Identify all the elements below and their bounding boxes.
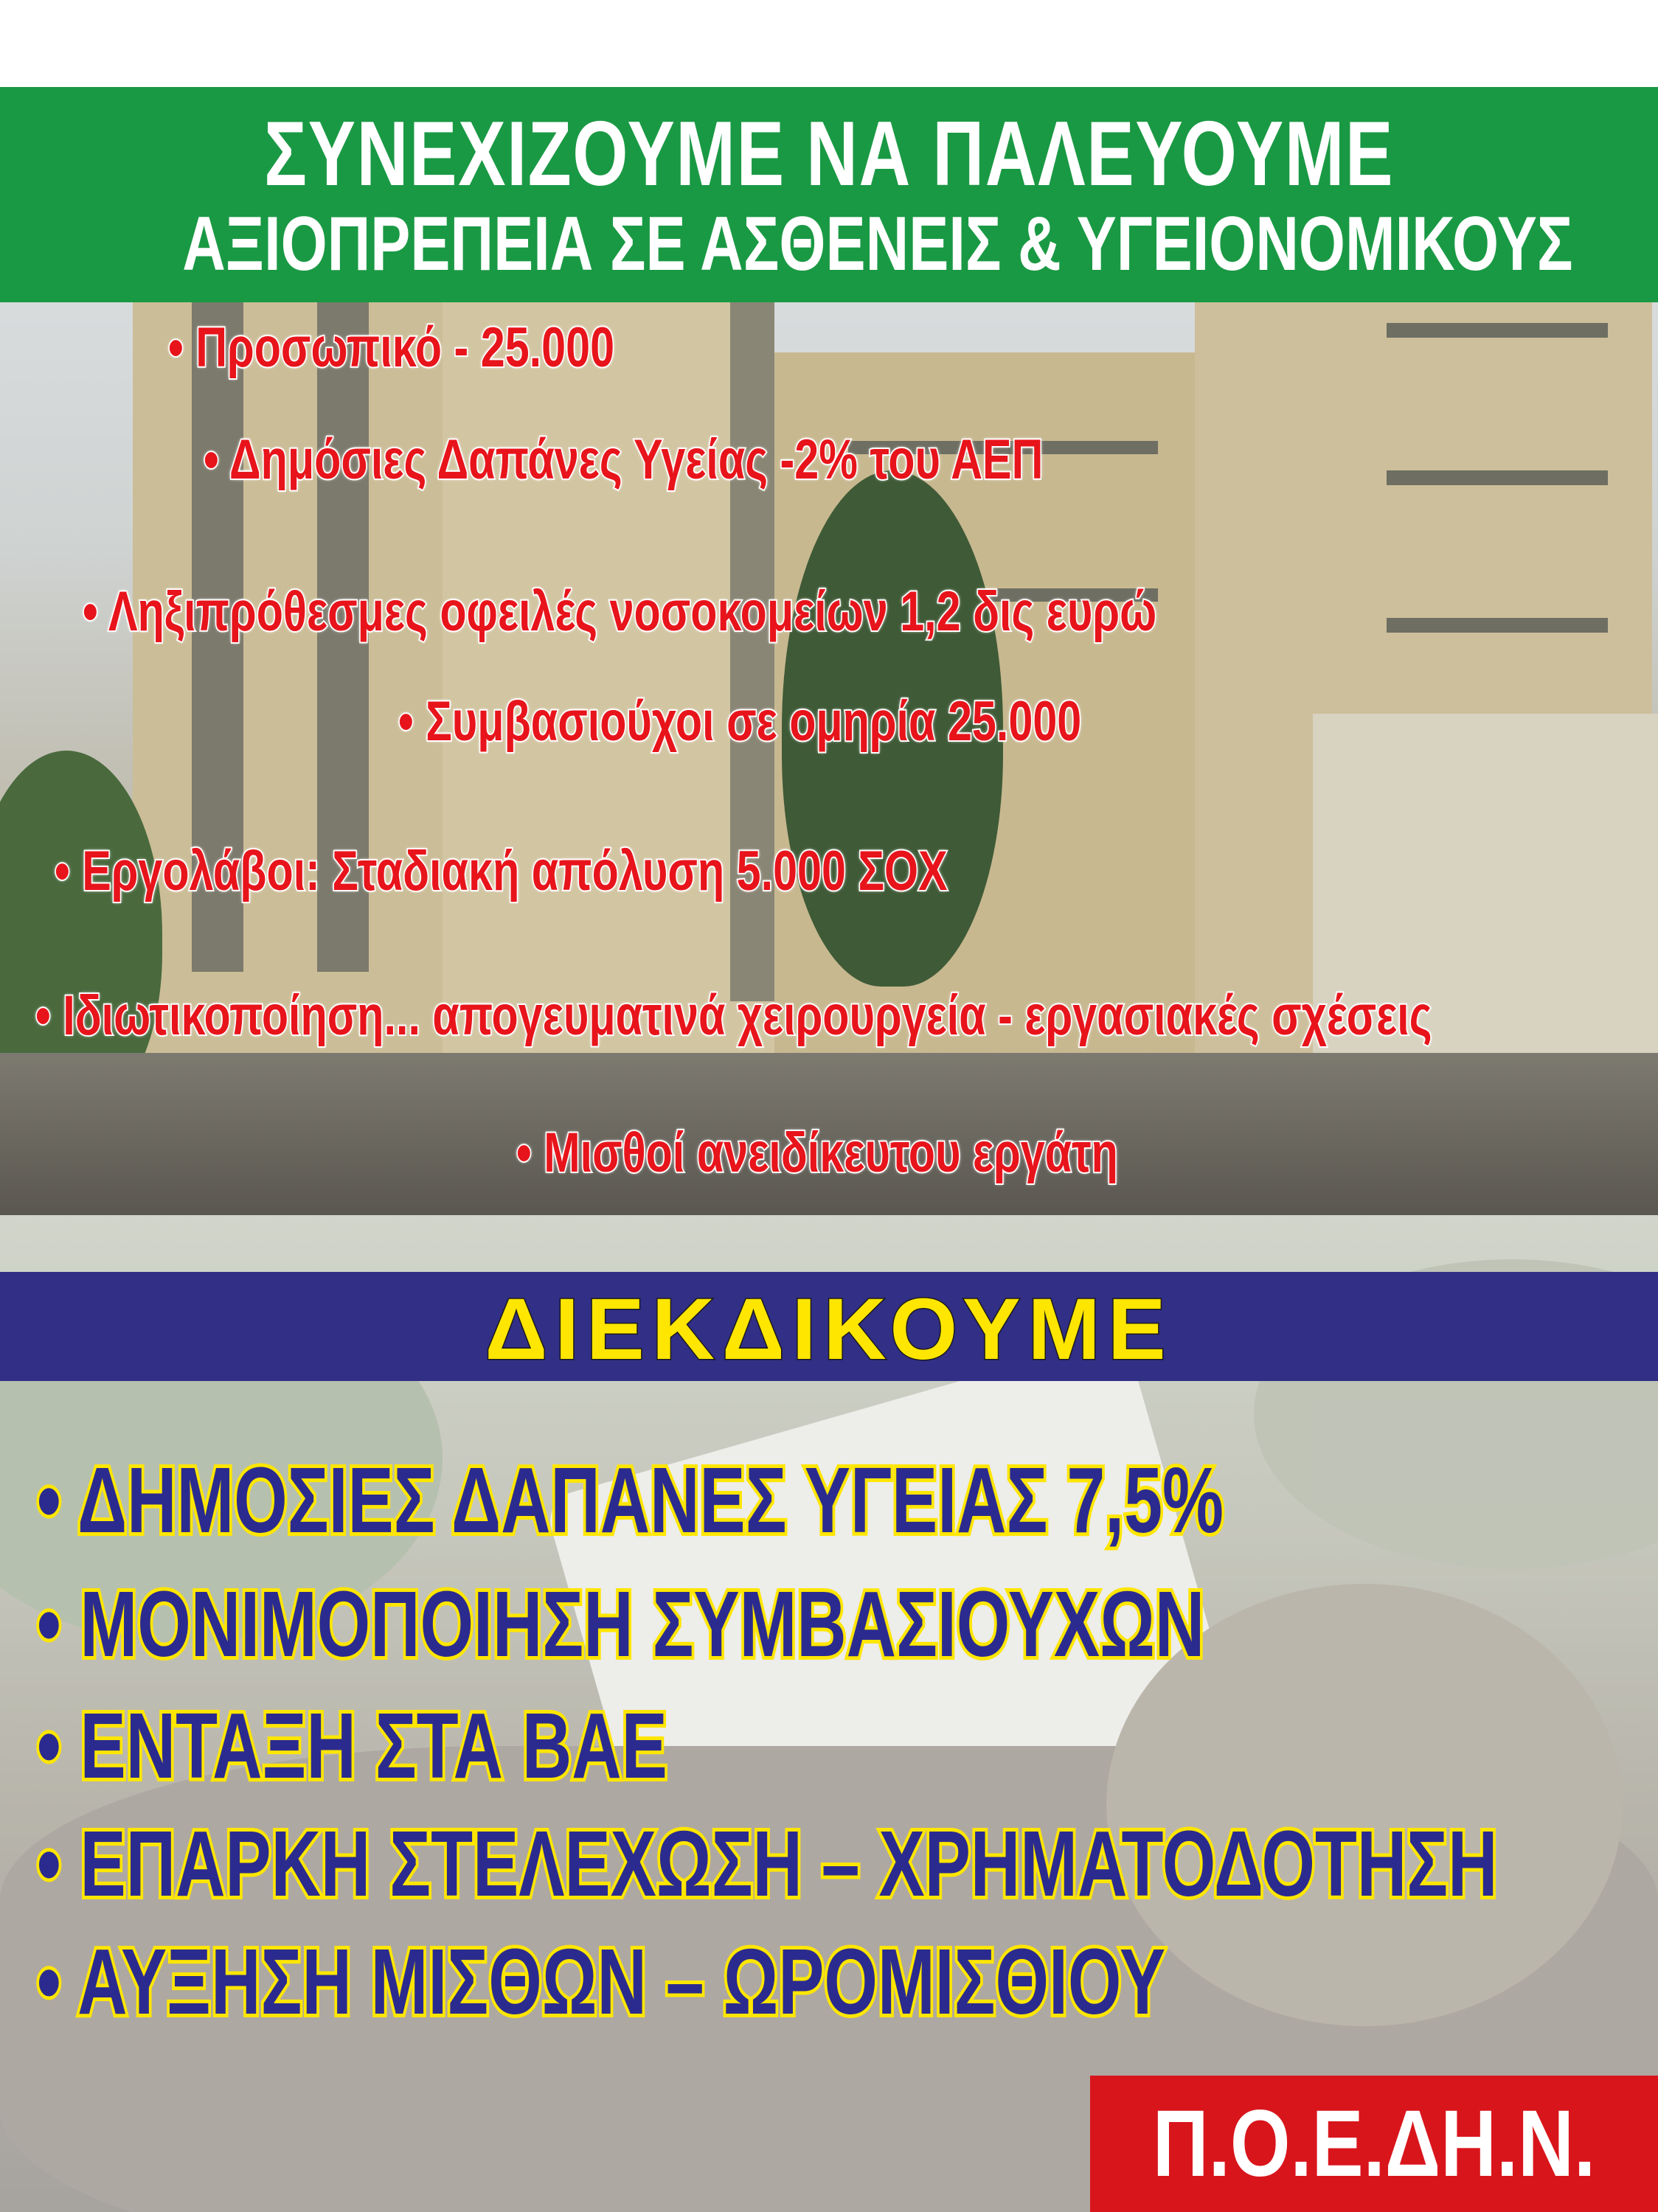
demand-staffing-funding: • ΕΠΑΡΚΗ ΣΤΕΛΕΧΩΣΗ – ΧΡΗΜΑΤΟΔΟΤΗΣΗ bbox=[37, 1812, 1498, 1916]
fact-health-spending: • Δημόσιες Δαπάνες Υγείας -2% του ΑΕΠ bbox=[204, 428, 1044, 491]
demand-wage-increase: • ΑΥΞΗΣΗ ΜΙΣΘΩΝ – ΩΡΟΜΙΣΘΙΟΥ bbox=[37, 1930, 1166, 2034]
fact-contractors: • Εργολάβοι: Σταδιακή απόλυση 5.000 ΣΟΧ bbox=[55, 840, 948, 902]
demand-permanent-contracts: • ΜΟΝΙΜΟΠΟΙΗΣΗ ΣΥΜΒΑΣΙΟΥΧΩΝ bbox=[37, 1572, 1205, 1676]
demand-bae-inclusion: • ΕΝΤΑΞΗ ΣΤΑ ΒΑΕ bbox=[37, 1694, 667, 1798]
demand-health-spending: • ΔΗΜΟΣΙΕΣ ΔΑΠΑΝΕΣ ΥΓΕΙΑΣ 7,5% bbox=[37, 1448, 1224, 1552]
top-margin bbox=[0, 0, 1658, 87]
headline-line-2: ΑΞΙΟΠΡΕΠΕΙΑ ΣΕ ΑΣΘΕΝΕΙΣ & ΥΓΕΙΟΝΟΜΙΚΟΥΣ bbox=[182, 201, 1573, 287]
fact-contract-workers: • Συμβασιούχοι σε ομηρία 25.000 bbox=[398, 690, 1082, 753]
headline-line-1: ΣΥΝΕΧΙΖΟΥΜΕ ΝΑ ΠΑΛΕΥΟΥΜΕ bbox=[263, 103, 1395, 205]
organization-name: Π.Ο.Ε.ΔΗ.Ν. bbox=[1152, 2091, 1596, 2197]
fact-hospital-debts: • Ληξιπρόθεσμες οφειλές νοσοκομείων 1,2 δις ευρώ bbox=[83, 580, 1157, 643]
fact-privatization: • Ιδιωτικοποίηση... απογευματινά χειρουργεία - εργασιακές σχέσεις bbox=[35, 984, 1432, 1047]
fact-wages: • Μισθοί ανειδίκευτου εργάτη bbox=[516, 1121, 1118, 1184]
fact-staff: • Προσωπικό - 25.000 bbox=[168, 316, 615, 379]
demands-heading: ΔΙΕΚΔΙΚΟΥΜΕ bbox=[485, 1281, 1173, 1378]
